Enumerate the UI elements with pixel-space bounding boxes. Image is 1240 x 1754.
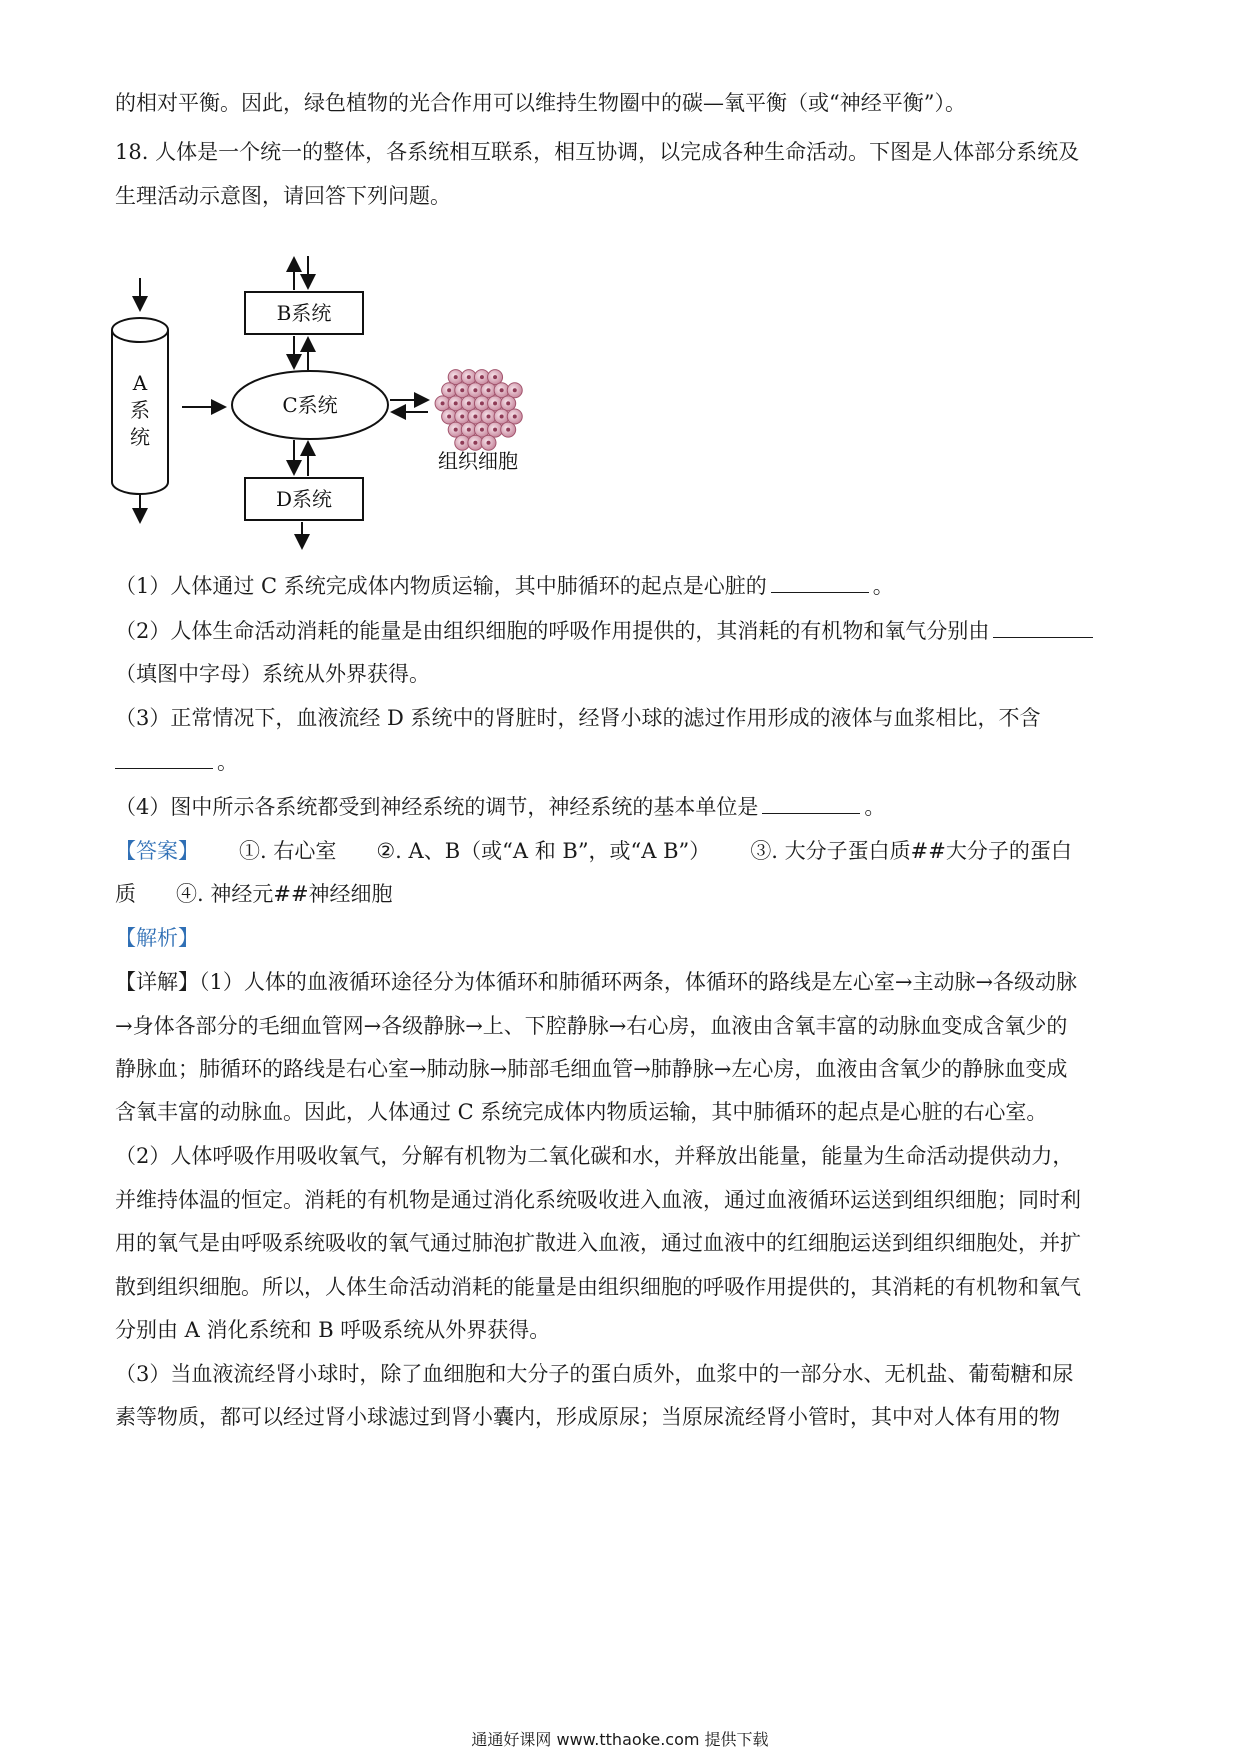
question-2-cont: （填图中字母）系统从外界获得。 <box>115 662 430 686</box>
analysis-label: 【解析】 <box>115 926 199 950</box>
cell-nucleus <box>487 388 491 392</box>
detail-line: 含氧丰富的动脉血。因此，人体通过 C 系统完成体内物质运输，其中肺循环的起点是心脏的右心室。 <box>115 1100 1048 1124</box>
a-label: 统 <box>130 425 150 449</box>
detail-line: 散到组织细胞。所以，人体生命活动消耗的能量是由组织细胞的呼吸作用提供的，其消耗的有机物和氧气 <box>115 1275 1081 1299</box>
cell-nucleus <box>480 401 484 405</box>
detail-line: 并维持体温的恒定。消耗的有机物是通过消化系统吸收进入血液，通过血液循环运送到组织细胞；同时利 <box>115 1188 1081 1212</box>
text-line: 的相对平衡。因此，绿色植物的光合作用可以维持生物圈中的碳—氧平衡（或“神经平衡”）。 <box>115 91 966 115</box>
cell-nucleus <box>454 428 458 432</box>
cell-nucleus <box>500 415 504 419</box>
answer-4: ④. 神经元##神经细胞 <box>176 882 393 906</box>
cell-nucleus <box>467 401 471 405</box>
cell-nucleus <box>480 428 484 432</box>
answer-line-2: 质 ④. 神经元##神经细胞 <box>115 882 393 906</box>
tissue-cells-cluster <box>435 370 522 451</box>
cell-nucleus <box>480 375 484 379</box>
cell-nucleus <box>493 401 497 405</box>
cell-nucleus <box>506 401 510 405</box>
cell-nucleus <box>447 388 451 392</box>
question-1: （1）人体通过 C 系统完成体内物质运输，其中肺循环的起点是心脏的 。 <box>115 574 894 598</box>
detail-line: 分别由 A 消化系统和 B 呼吸系统从外界获得。 <box>115 1318 551 1342</box>
question-3: （3）正常情况下，血液流经 D 系统中的肾脏时，经肾小球的滤过作用形成的液体与血浆相比，不含 <box>115 706 1041 730</box>
detail-line: 素等物质，都可以经过肾小球滤过到肾小囊内，形成原尿；当原尿流经肾小管时，其中对人体有用的物 <box>115 1405 1060 1429</box>
cell-nucleus <box>493 375 497 379</box>
cell-nucleus <box>493 428 497 432</box>
cell-nucleus <box>467 375 471 379</box>
a-label: 系 <box>130 398 150 422</box>
question-intro: 18. 人体是一个统一的整体，各系统相互联系，相互协调，以完成各种生命活动。下图是人体部分系统及 <box>115 140 1080 164</box>
detail-line: 用的氧气是由呼吸系统吸收的氧气通过肺泡扩散进入血液，通过血液中的红细胞运送到组织细胞处，并扩 <box>115 1231 1081 1255</box>
cell-nucleus <box>441 401 445 405</box>
b-system-label: B系统 <box>276 301 332 325</box>
cell-nucleus <box>460 388 464 392</box>
cell-nucleus <box>454 401 458 405</box>
cell-nucleus <box>473 388 477 392</box>
cell-nucleus <box>513 388 517 392</box>
c-system-label: C系统 <box>282 393 338 417</box>
question-intro: 生理活动示意图，请回答下列问题。 <box>115 184 451 208</box>
cell-nucleus <box>460 441 464 445</box>
detail-label: 【详解】 <box>115 970 199 994</box>
question-4: （4）图中所示各系统都受到神经系统的调节，神经系统的基本单位是 。 <box>115 795 886 819</box>
detail-line: （2）人体呼吸作用吸收氧气，分解有机物为二氧化碳和水，并释放出能量，能量为生命活动提供动力， <box>115 1144 1074 1168</box>
answer-2: ②. A、B（或“A 和 B”，或“A B”） <box>376 839 711 863</box>
cell-nucleus <box>487 415 491 419</box>
footer: 通通好课网 www.tthaoke.com 提供下载 <box>471 1730 769 1749</box>
cell-nucleus <box>473 441 477 445</box>
cell-nucleus <box>460 415 464 419</box>
question-3-cont: 。 <box>115 747 238 777</box>
cell-nucleus <box>500 388 504 392</box>
answer-3: ③. 大分子蛋白质##大分子的蛋白 <box>750 839 1072 863</box>
detail-line: →身体各部分的毛细血管网→各级静脉→上、下腔静脉→右心房，血液由含氧丰富的动脉血变成含氧少的 <box>115 1014 1068 1038</box>
answer-blank-2[interactable] <box>993 619 1093 638</box>
cell-nucleus <box>506 428 510 432</box>
answer-blank-1[interactable] <box>771 574 869 593</box>
detail-line: 静脉血；肺循环的路线是右心室→肺动脉→肺部毛细血管→肺静脉→左心房，血液由含氧少的静脉血变成 <box>115 1057 1068 1081</box>
a-label: A <box>132 371 148 395</box>
cell-nucleus <box>473 415 477 419</box>
detail-line: （3）当血液流经肾小球时，除了血细胞和大分子的蛋白质外，血浆中的一部分水、无机盐、葡萄糖和尿 <box>115 1362 1074 1386</box>
answer-label: 【答案】 <box>115 839 199 863</box>
answer-blank-3[interactable] <box>115 750 213 769</box>
answer-1: ①. 右心室 <box>239 839 337 863</box>
detail-line: 【详解】（1）人体的血液循环途径分为体循环和肺循环两条，体循环的路线是左心室→主动脉→各级动脉 <box>115 970 1078 994</box>
tissue-cells-label: 组织细胞 <box>438 449 518 473</box>
question-2: （2）人体生命活动消耗的能量是由组织细胞的呼吸作用提供的，其消耗的有机物和氧气分别由 <box>115 616 1097 646</box>
d-system-label: D系统 <box>275 487 333 511</box>
cell-nucleus <box>447 415 451 419</box>
cell-nucleus <box>513 415 517 419</box>
answer-line <box>115 836 1072 866</box>
cell-nucleus <box>454 375 458 379</box>
answer-blank-4[interactable] <box>762 795 860 814</box>
cell-nucleus <box>467 428 471 432</box>
cell-nucleus <box>487 441 491 445</box>
